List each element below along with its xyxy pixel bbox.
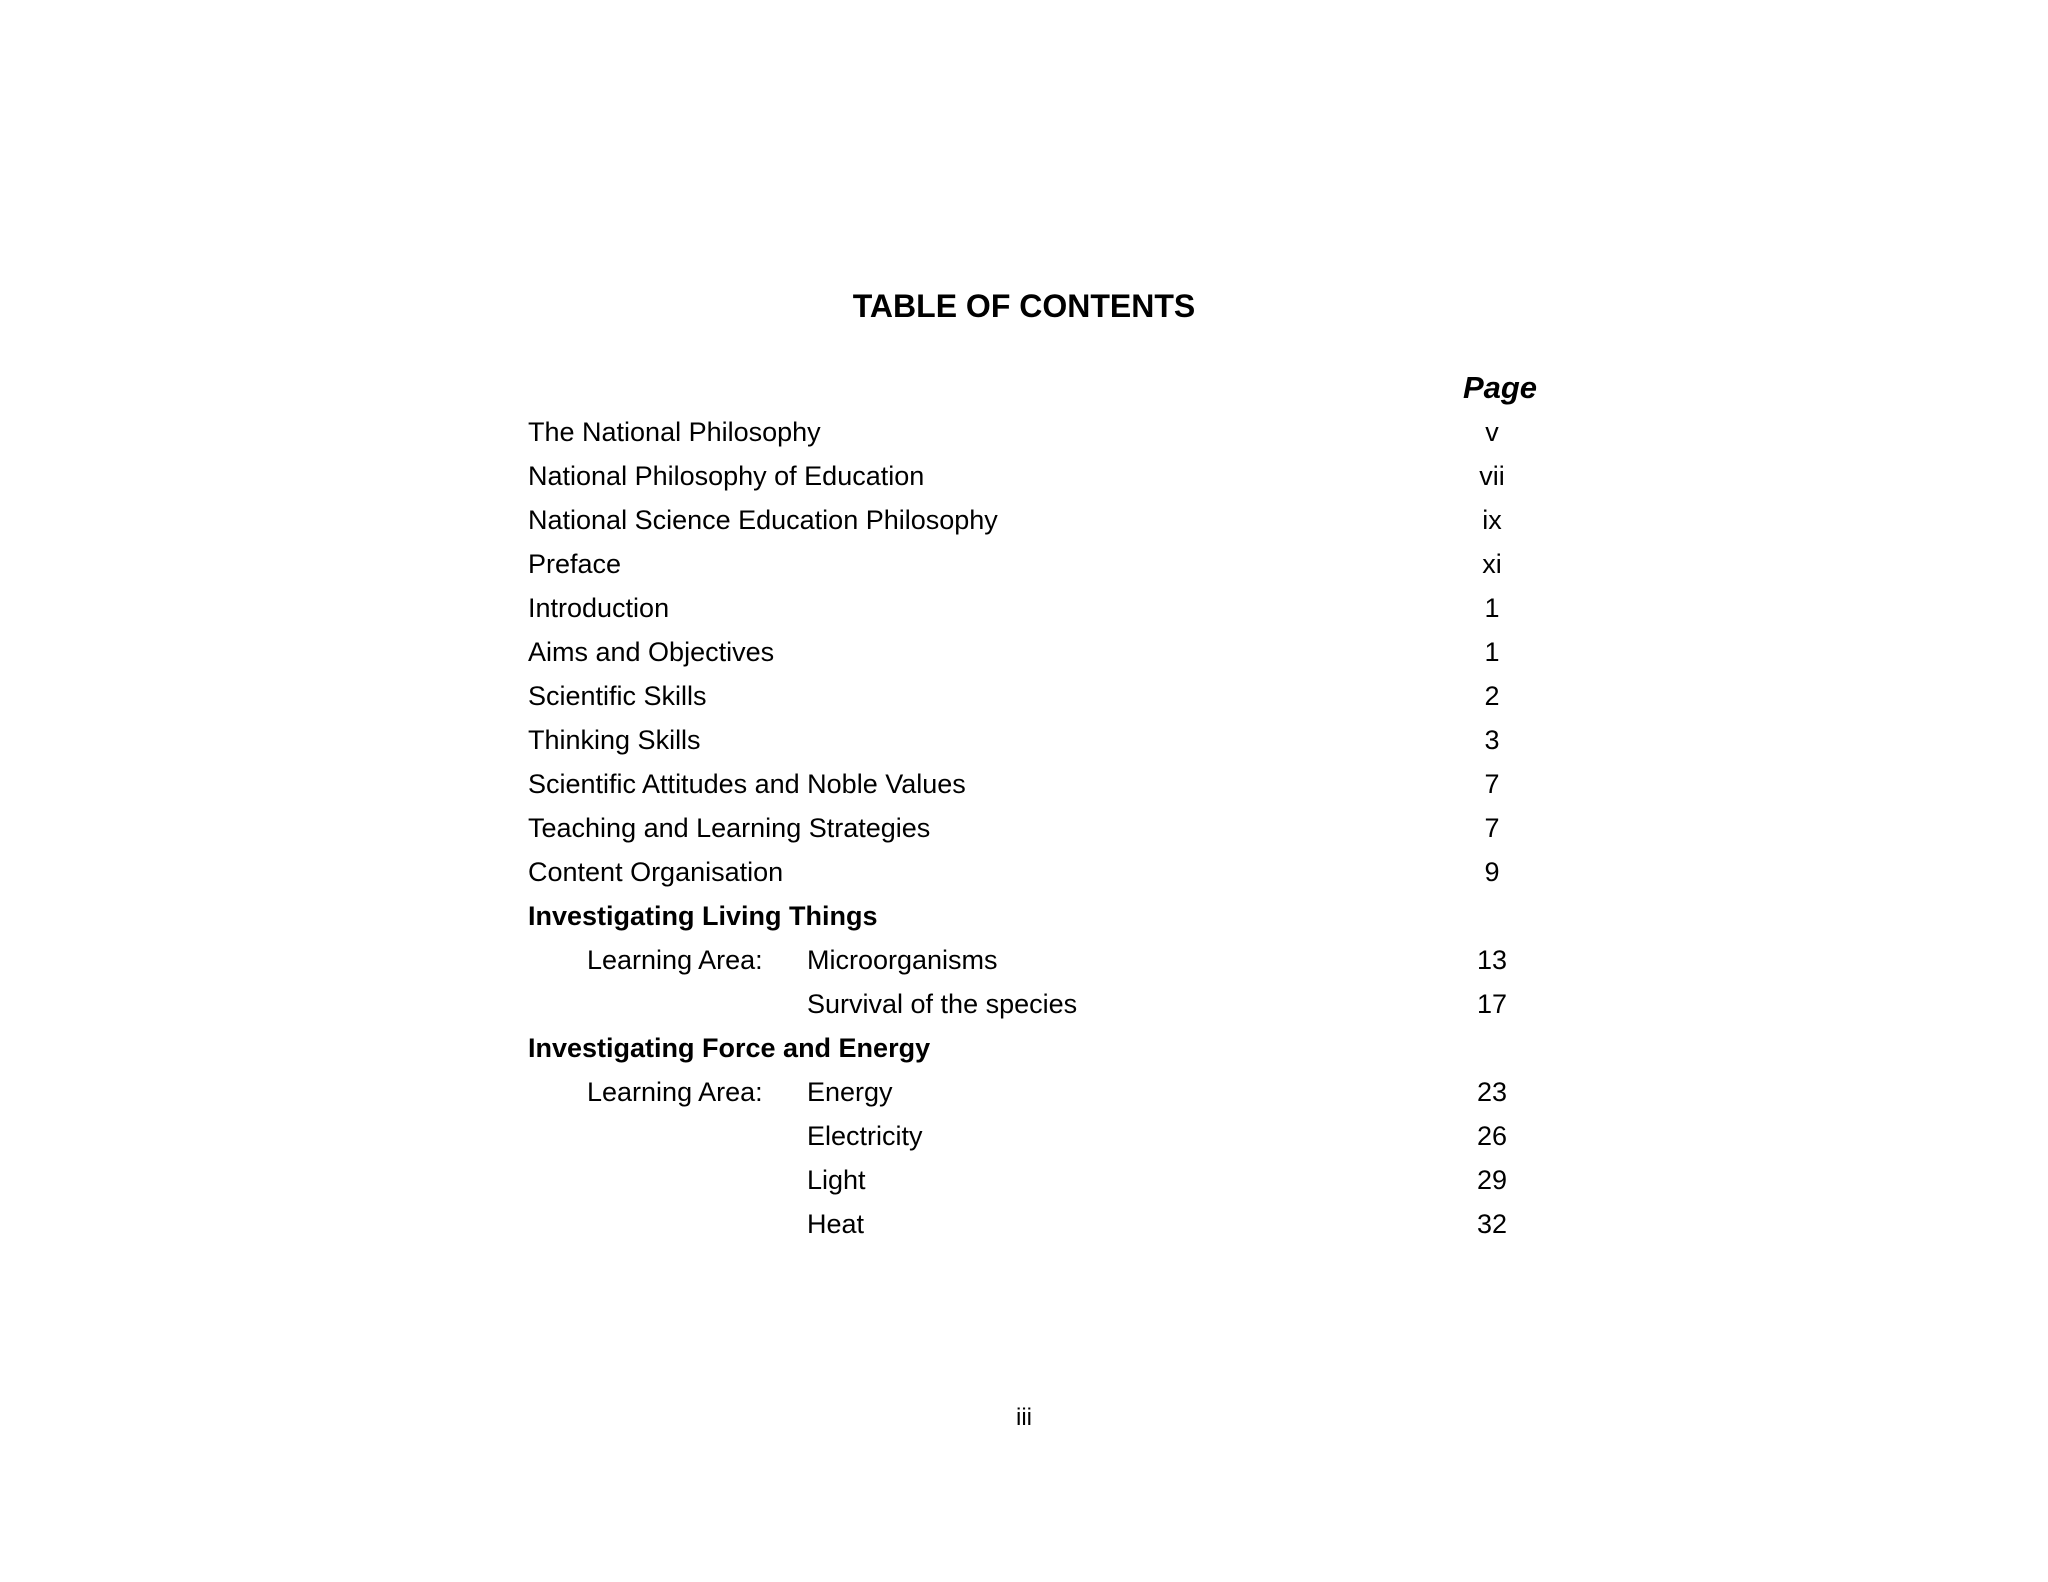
toc-subentry-page: 26 [1476,1121,1508,1151]
toc-section-heading [0,1026,2048,1070]
toc-entry-label: National Philosophy of Education [528,461,925,491]
learning-area-label: Learning Area: [587,945,763,975]
toc-entry-label: The National Philosophy [528,417,821,447]
toc-subentry-label: Energy [807,1077,893,1107]
toc-subentry [0,1158,2048,1202]
toc-entry-page: 3 [1484,725,1500,755]
toc-subentry-page: 23 [1476,1077,1508,1107]
toc-entry-label: Teaching and Learning Strategies [528,813,931,843]
toc-entry-label: Introduction [528,593,670,623]
toc-subentry [0,1202,2048,1246]
toc-entry-label: National Science Education Philosophy [528,505,998,535]
toc-entry-label: Scientific Skills [528,681,707,711]
footer-page-number: iii [1016,1404,1032,1431]
toc-entry-page: 7 [1484,769,1500,799]
toc-subentry-label: Microorganisms [807,945,998,975]
section-heading-label: Investigating Living Things [528,901,878,931]
toc-entry [0,498,2048,542]
toc-subentry-page: 32 [1476,1209,1508,1239]
toc-subentry-page: 17 [1476,989,1508,1019]
toc-entry-page: vii [1479,461,1505,491]
learning-area-label: Learning Area: [587,1077,763,1107]
toc-entry [0,762,2048,806]
toc-section-heading [0,894,2048,938]
toc-subentry [0,1070,2048,1114]
section-heading-label: Investigating Force and Energy [528,1033,931,1063]
toc-entry-page: xi [1482,549,1502,579]
toc-entry-label: Scientific Attitudes and Noble Values [528,769,966,799]
toc-entry [0,454,2048,498]
toc-entry [0,718,2048,762]
toc-subentry-page: 29 [1476,1165,1508,1195]
toc-subentry-label: Light [807,1165,866,1195]
table-of-contents [0,410,2048,1246]
toc-entry [0,806,2048,850]
toc-entry-page: 1 [1484,637,1500,667]
toc-entry-page: v [1485,417,1499,447]
toc-entry [0,630,2048,674]
page-column-header: Page [1462,370,1538,405]
toc-entry-label: Preface [528,549,622,579]
toc-entry [0,850,2048,894]
toc-entry-page: ix [1482,505,1502,535]
toc-subentry [0,1114,2048,1158]
toc-entry-page: 9 [1484,857,1500,887]
toc-entry [0,674,2048,718]
toc-entry-label: Thinking Skills [528,725,701,755]
toc-entry [0,542,2048,586]
toc-entry-label: Content Organisation [528,857,784,887]
toc-entry-page: 1 [1484,593,1500,623]
toc-subentry [0,938,2048,982]
toc-subentry-page: 13 [1476,945,1508,975]
toc-subentry-label: Heat [807,1209,865,1239]
toc-entry [0,586,2048,630]
toc-subentry [0,982,2048,1026]
page-title: TABLE OF CONTENTS [852,288,1196,324]
toc-entry-label: Aims and Objectives [528,637,775,667]
toc-entry-page: 7 [1484,813,1500,843]
toc-entry [0,410,2048,454]
toc-entry-page: 2 [1484,681,1500,711]
toc-subentry-label: Survival of the species [807,989,1078,1019]
toc-subentry-label: Electricity [807,1121,923,1151]
